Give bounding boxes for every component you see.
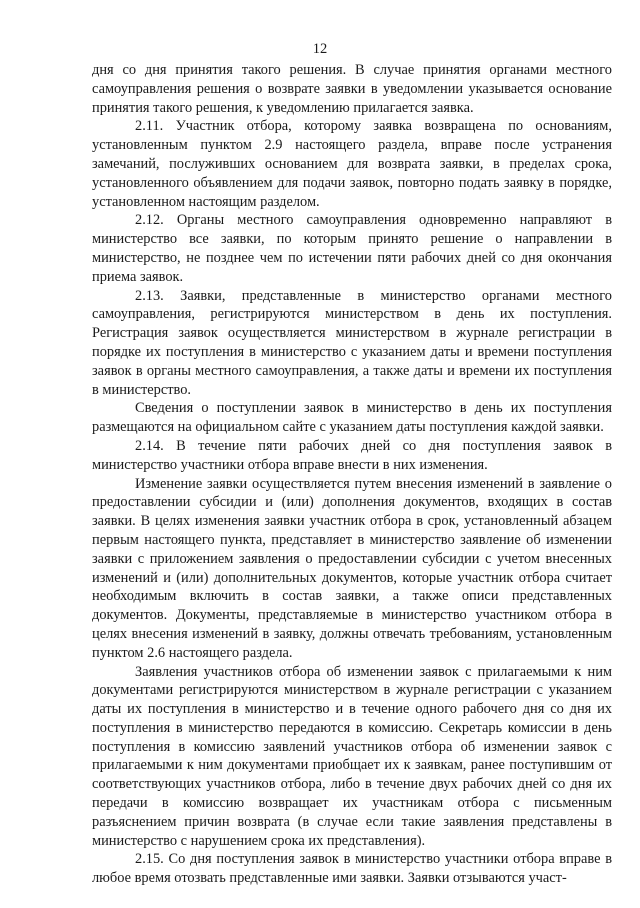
paragraph-2-13-info: Сведения о поступлении заявок в министерство в день их поступления размещаются на официальном сайте с указанием даты поступления каждой заявки. <box>92 400 612 436</box>
page-number: 12 <box>312 41 328 57</box>
paragraph-2-14-registration: Заявления участников отбора об изменении заявок с прилагаемыми к ним документами регистрируются министерством в журнале регистрации с указанием даты их поступления в министерство и в течение одного рабочего дня со дня их поступления в министерство передаются в комиссию. Секретарь комиссии в день поступления в комиссию заявлений участников отбора об изменении заявок с прилагаемыми к ним документами приобщает их к заявкам, ранее поступившим от соответствующих участников отбора, либо в течение двух рабочих дней со дня их передачи в комиссию возвращает их участникам отбора с письменным разъяснением причин возврата (в случае если такие заявления представлены в министерство с нарушением срока их представления). <box>92 663 612 849</box>
paragraph-2-13: 2.13. Заявки, представленные в министерство органами местного самоуправления, регистрируются министерством в день их поступления. Регистрация заявок осуществляется министерством в журнале регистрации в порядке их поступления в министерство с указанием даты и времени поступления заявок в органы местного самоуправления, а также даты и времени их поступления в министерство. <box>92 287 612 398</box>
document-body <box>92 61 612 888</box>
paragraph-continuation: дня со дня принятия такого решения. В случае принятия органами местного самоуправления решения о возврате заявки в уведомлении указывается основание принятия такого решения, к уведомлению прилагается заявка. <box>92 62 612 116</box>
paragraph-2-11: 2.11. Участник отбора, которому заявка возвращена по основаниям, установленным пунктом 2.9 настоящего раздела, вправе после устранения замечаний, послуживших основанием для возврата заявки, в пределах срока, установленного объявлением для подачи заявок, повторно подать заявку в порядке, установленном настоящим разделом. <box>92 118 612 210</box>
paragraph-2-12: 2.12. Органы местного самоуправления одновременно направляют в министерство все заявки, по которым принято решение о направлении в министерство, не позднее чем по истечении пяти рабочих дней со дня окончания приема заявок. <box>92 212 612 285</box>
paragraph-2-14: 2.14. В течение пяти рабочих дней со дня поступления заявок в министерство участники отбора вправе внести в них изменения. <box>92 437 612 473</box>
paragraph-2-14-changes: Изменение заявки осуществляется путем внесения изменений в заявление о предоставлении субсидии и (или) дополнения документов, входящих в состав заявки. В целях изменения заявки участник отбора в срок, установленный абзацем первым настоящего пункта, представляет в министерство заявление об изменении заявки с приложением заявления о предоставлении субсидии с учетом внесенных изменений и (или) дополнительных документов, которые участник отбора считает необходимым включить в состав заявки, а также описи представленных документов. Документы, представляемые в министерство участником отбора в целях внесения изменений в заявку, должны отвечать требованиям, установленным пунктом 2.6 настоящего раздела. <box>92 475 612 661</box>
paragraph-2-15: 2.15. Со дня поступления заявок в министерство участники отбора вправе в любое время отозвать представленные ими заявки. Заявки отзываются участ- <box>92 851 612 887</box>
